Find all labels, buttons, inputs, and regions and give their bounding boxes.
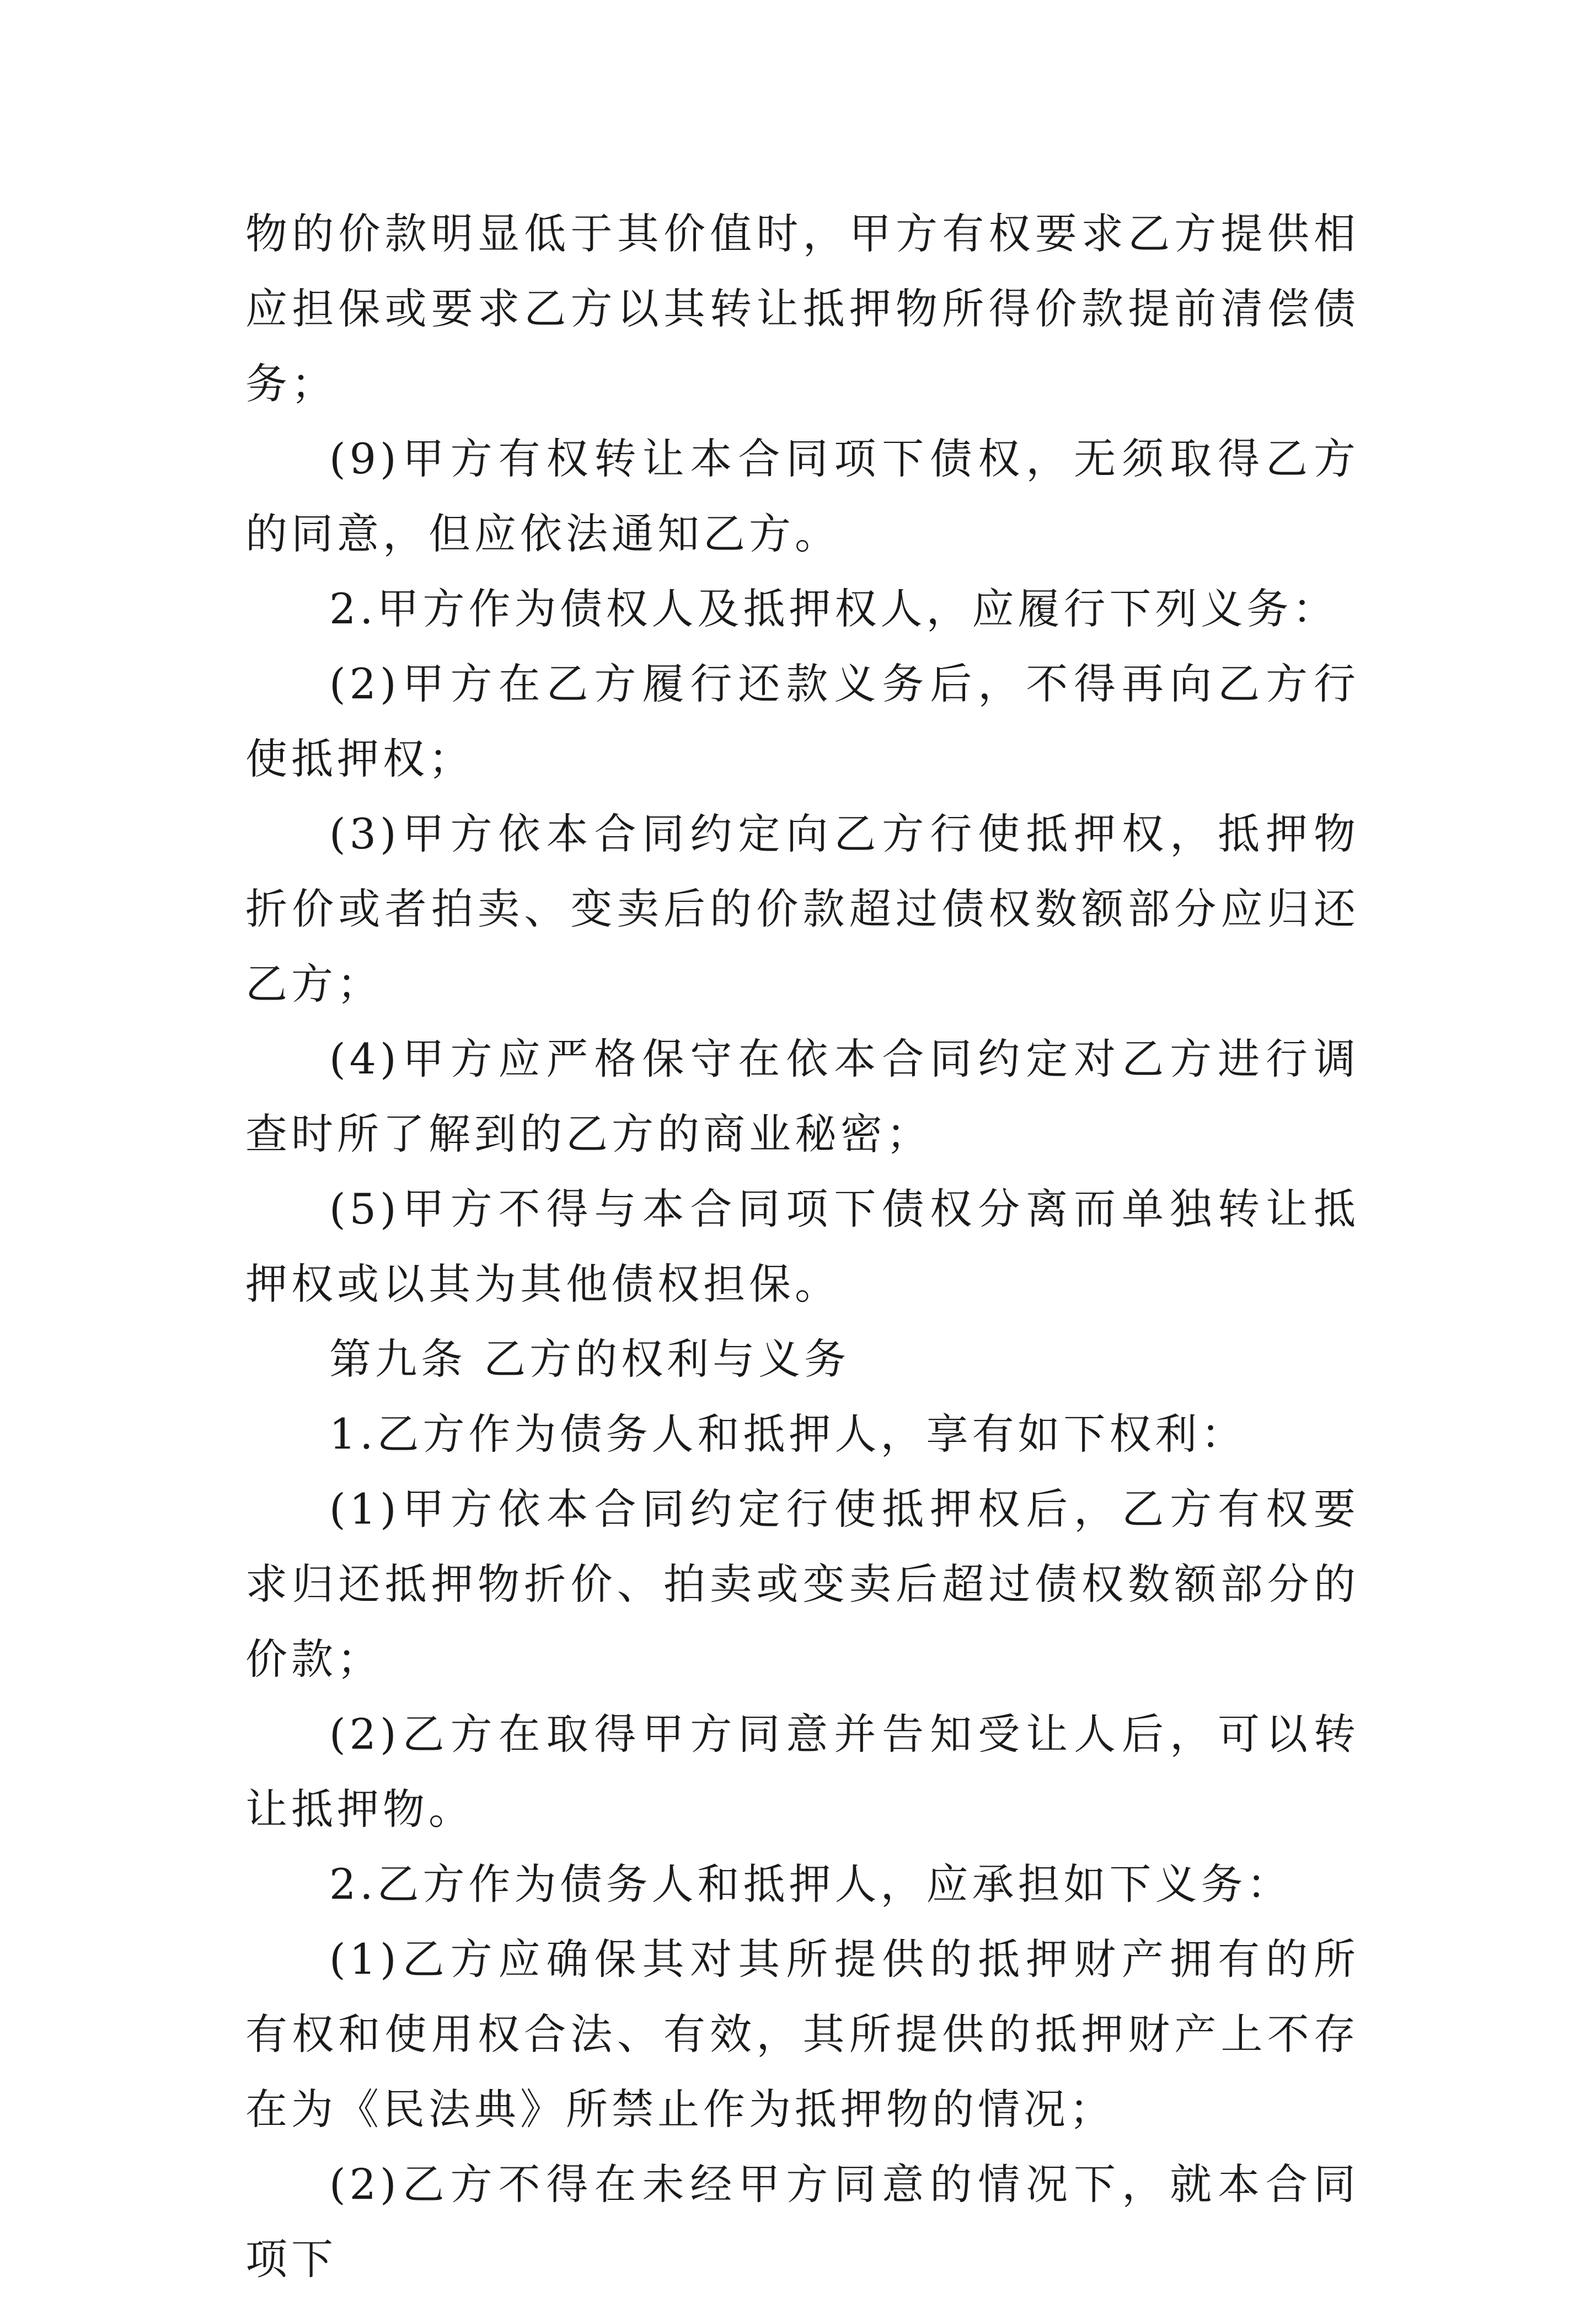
paragraph-obligation-4: (4)甲方应严格保守在依本合同约定对乙方进行调查时所了解到的乙方的商业秘密； [245, 1034, 1359, 1158]
paragraph-b-obligation-2: (2)乙方不得在未经甲方同意的情况下，就本合同项下 [245, 2160, 1359, 2284]
paragraph-clause-9: (9)甲方有权转让本合同项下债权，无须取得乙方的同意，但应依法通知乙方。 [245, 434, 1359, 558]
paragraph-party-b-rights-heading: 1.乙方作为债务人和抵押人，享有如下权利： [329, 1409, 1247, 1459]
paragraph-right-2: (2)乙方在取得甲方同意并告知受让人后，可以转让抵押物。 [245, 1710, 1359, 1834]
paragraph-obligation-3: (3)甲方依本合同约定向乙方行使抵押权，抵押物折价或者拍卖、变卖后的价款超过债权数额部分应归还乙方； [245, 809, 1359, 1008]
paragraph-obligation-5: (5)甲方不得与本合同项下债权分离而单独转让抵押权或以其为其他债权担保。 [245, 1184, 1359, 1308]
paragraph-obligation-2: (2)甲方在乙方履行还款义务后，不得再向乙方行使抵押权； [245, 659, 1359, 783]
paragraph-right-1: (1)甲方依本合同约定行使抵押权后，乙方有权要求归还抵押物折价、拍卖或变卖后超过债权数额部分的价款； [245, 1484, 1359, 1684]
paragraph-party-b-obligations-heading: 2.乙方作为债务人和抵押人，应承担如下义务： [329, 1860, 1293, 1909]
paragraph-b-obligation-1: (1)乙方应确保其对其所提供的抵押财产拥有的所有权和使用权合法、有效，其所提供的抵押财产上不存在为《民法典》所禁止作为抵押物的情况； [245, 1935, 1359, 2134]
paragraph-party-a-obligations-heading: 2.甲方作为债权人及抵押权人，应履行下列义务： [329, 584, 1338, 633]
article-9-heading: 第九条 乙方的权利与义务 [329, 1334, 850, 1383]
contract-body-text [245, 196, 1359, 2297]
paragraph-continuation: 物的价款明显低于其价值时，甲方有权要求乙方提供相应担保或要求乙方以其转让抵押物所得价款提前清偿债务； [245, 209, 1359, 408]
